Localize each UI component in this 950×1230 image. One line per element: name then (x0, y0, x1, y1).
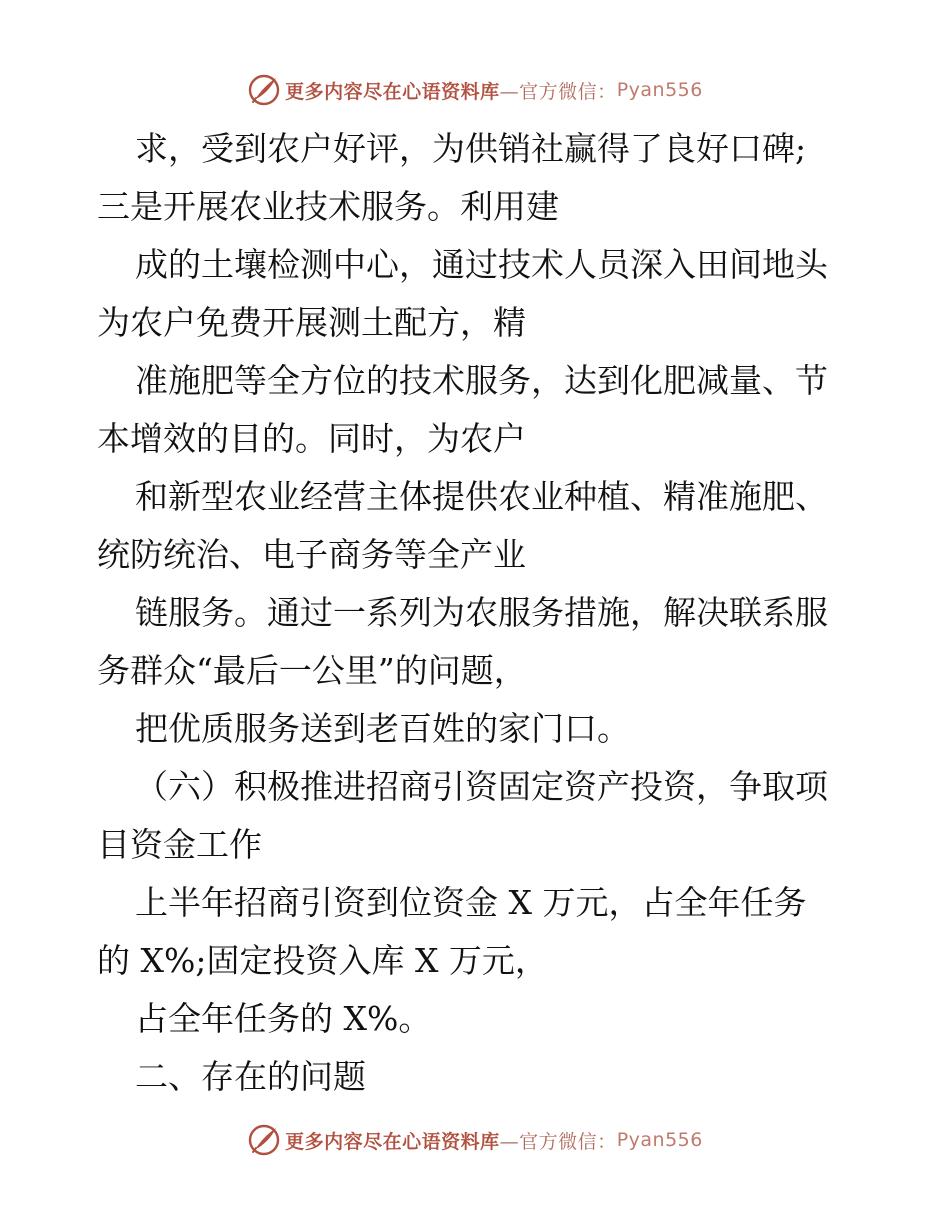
text-line: 本增效的目的。同时，为农户 (97, 419, 526, 458)
quill-logo-icon (247, 73, 281, 107)
header-watermark (0, 70, 950, 110)
text-line: 三是开展农业技术服务。利用建 (97, 187, 559, 226)
section-heading-line: （六）积极推进招商引资固定资产投资，争取项 (135, 767, 828, 806)
text-line: 统防统治、电子商务等全产业 (97, 535, 526, 574)
watermark-id: Pyan556 (616, 1129, 703, 1151)
text-line: 把优质服务送到老百姓的家门口。 (135, 709, 630, 748)
section-heading-line: 二、存在的问题 (135, 1057, 366, 1096)
watermark-contact: —官方微信： (499, 1130, 617, 1153)
watermark-contact: —官方微信： (499, 80, 617, 103)
watermark-id: Pyan556 (616, 79, 703, 101)
text-line: 和新型农业经营主体提供农业种植、精准施肥、 (135, 477, 828, 516)
footer-watermark (0, 1120, 950, 1160)
watermark-brand: 更多内容尽在心语资料库 (285, 1130, 500, 1153)
text-line: 准施肥等全方位的技术服务，达到化肥减量、节 (135, 361, 828, 400)
text-line: 成的土壤检测中心，通过技术人员深入田间地头 (135, 245, 828, 284)
text-line: 为农户免费开展测土配方，精 (97, 303, 526, 342)
document-body (97, 120, 867, 1106)
text-line: 链服务。通过一系列为农服务措施，解决联系服 (135, 593, 828, 632)
text-line: 上半年招商引资到位资金 X 万元，占全年任务 (135, 883, 807, 922)
quill-logo-icon (247, 1123, 281, 1157)
text-line: 求，受到农户好评，为供销社赢得了良好口碑; (135, 129, 807, 168)
text-line: 的 X%;固定投资入库 X 万元， (97, 941, 548, 980)
text-line: 务群众“最后一公里”的问题， (97, 651, 527, 690)
text-line: 占全年任务的 X%。 (135, 999, 432, 1038)
watermark-brand: 更多内容尽在心语资料库 (285, 80, 500, 103)
section-heading-line: 目资金工作 (97, 825, 262, 864)
